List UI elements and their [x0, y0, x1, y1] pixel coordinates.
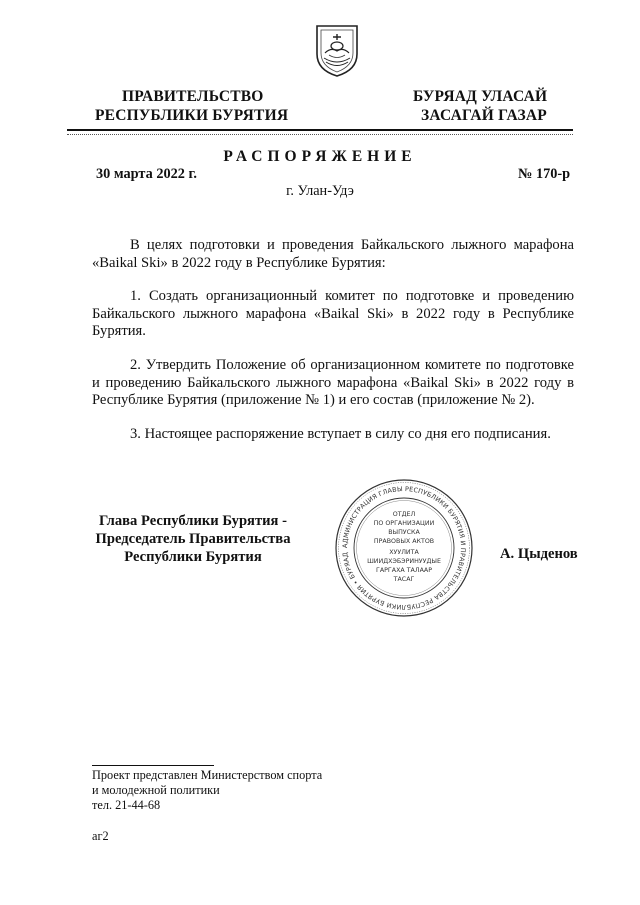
- seal-line: ГАРГАХА ТАЛААР: [375, 567, 433, 574]
- seal-line: ОТДЕЛ: [392, 511, 416, 518]
- header-divider-thick: [67, 129, 573, 131]
- seal-line: ПО ОРГАНИЗАЦИИ: [373, 520, 435, 527]
- signatory-title: [83, 512, 303, 566]
- seal-line: ПРАВОВЫХ АКТОВ: [373, 538, 435, 545]
- seal-ring-text: АДМИНИСТРАЦИЯ ГЛАВЫ РЕСПУБЛИКИ БУРЯТИЯ И ПРАВИТЕЛЬСТВА РЕСПУБЛИКИ БУРЯТИЯ • БУРЯАД: [340, 484, 468, 612]
- document-code: аг2: [92, 829, 109, 843]
- header-right-line2: ЗАСАГАЙ ГАЗАР: [421, 107, 547, 124]
- body-paragraph-2: 2. Утвердить Положение об организационном комитете по подготовке и проведению Байкальского лыжного марафона «Baikal Ski» в 2022 году в Республике Бурятия (приложение № 1) и его состав (приложение № 2).: [92, 357, 574, 409]
- seal-line: ВЫПУСКА: [388, 529, 420, 536]
- seal-line: ТАСАГ: [393, 576, 415, 583]
- body-paragraph-intro: В целях подготовки и проведения Байкальского лыжного марафона «Baikal Ski» в 2022 году в Республике Бурятия:: [92, 237, 574, 271]
- signatory-name: А. Цыденов: [500, 546, 578, 562]
- coat-of-arms-icon: [313, 20, 361, 78]
- document-city: г. Улан-Удэ: [286, 183, 354, 199]
- seal-line: ШИИДХЭБЭРИНУУДЫЕ: [367, 558, 441, 565]
- footnote-line2: и молодежной политики: [92, 783, 220, 797]
- document-date: 30 марта 2022 г.: [96, 166, 197, 182]
- footnote-line1: Проект представлен Министерством спорта: [92, 768, 323, 782]
- footnote-phone: тел. 21-44-68: [92, 798, 161, 812]
- signatory-title-line1: Глава Республики Бурятия -: [99, 513, 287, 529]
- document-number: № 170-р: [518, 166, 571, 182]
- seal-line: ХУУЛИТА: [389, 549, 419, 556]
- header-left-line1: ПРАВИТЕЛЬСТВО: [122, 88, 264, 105]
- signatory-title-line2: Председатель Правительства: [95, 531, 291, 547]
- signatory-title-line3: Республики Бурятия: [124, 549, 262, 565]
- body-paragraph-1: 1. Создать организационный комитет по подготовке и проведению Байкальского лыжного марафона «Baikal Ski» в 2022 году в Республике Бурятия.: [92, 288, 574, 340]
- header-left-line2: РЕСПУБЛИКИ БУРЯТИЯ: [95, 107, 289, 124]
- document-type-title: РАСПОРЯЖЕНИЕ: [223, 148, 417, 165]
- official-seal-stamp: [334, 478, 474, 618]
- footnote-rule: [92, 765, 214, 766]
- header-divider-dotted: [67, 134, 573, 135]
- header-right-line1: БУРЯАД УЛАСАЙ: [413, 88, 548, 105]
- body-paragraph-3: 3. Настоящее распоряжение вступает в силу со дня его подписания.: [130, 426, 551, 442]
